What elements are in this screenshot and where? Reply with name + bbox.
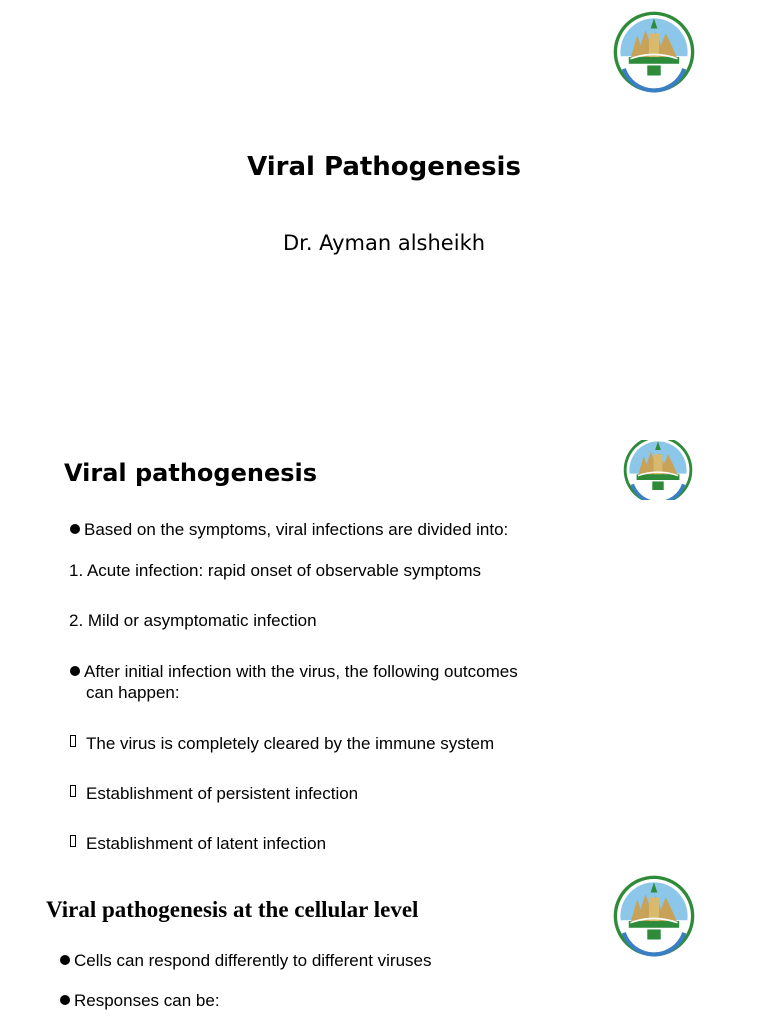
university-logo-icon <box>612 874 696 958</box>
outcome-item: The virus is completely cleared by the immune system <box>70 733 494 754</box>
presentation-title: Viral Pathogenesis <box>247 152 521 182</box>
missing-glyph-icon <box>70 835 76 847</box>
numbered-item: 1. Acute infection: rapid onset of observable symptoms <box>69 561 482 580</box>
slide-title: Viral pathogenesis at the cellular level <box>46 897 419 922</box>
outcome-item: Establishment of latent infection <box>70 833 326 854</box>
bullet-icon <box>70 524 80 534</box>
bullet-item: Responses can be: <box>60 990 220 1011</box>
bullet-icon <box>60 995 70 1005</box>
bullet-icon <box>70 666 80 676</box>
missing-glyph-icon <box>70 785 76 797</box>
university-logo-icon <box>612 10 696 94</box>
slide-title: Viral pathogenesis <box>64 459 318 487</box>
outcome-item: Establishment of persistent infection <box>70 783 358 804</box>
numbered-item: 2. Mild or asymptomatic infection <box>69 611 317 630</box>
title-slide <box>0 0 768 420</box>
author-name: Dr. Ayman alsheikh <box>282 231 486 255</box>
bullet-icon <box>60 955 70 965</box>
bullet-item: Cells can respond differently to different viruses <box>60 950 432 971</box>
university-logo-icon <box>622 440 694 500</box>
content-slide-viral-pathogenesis <box>0 420 768 860</box>
missing-glyph-icon <box>70 735 76 747</box>
bullet-item: After initial infection with the virus, the following outcomes <box>70 661 518 682</box>
bullet-continuation: can happen: <box>86 683 180 702</box>
content-slide-cellular-level <box>0 860 768 1024</box>
bullet-item: Based on the symptoms, viral infections are divided into: <box>70 519 508 540</box>
